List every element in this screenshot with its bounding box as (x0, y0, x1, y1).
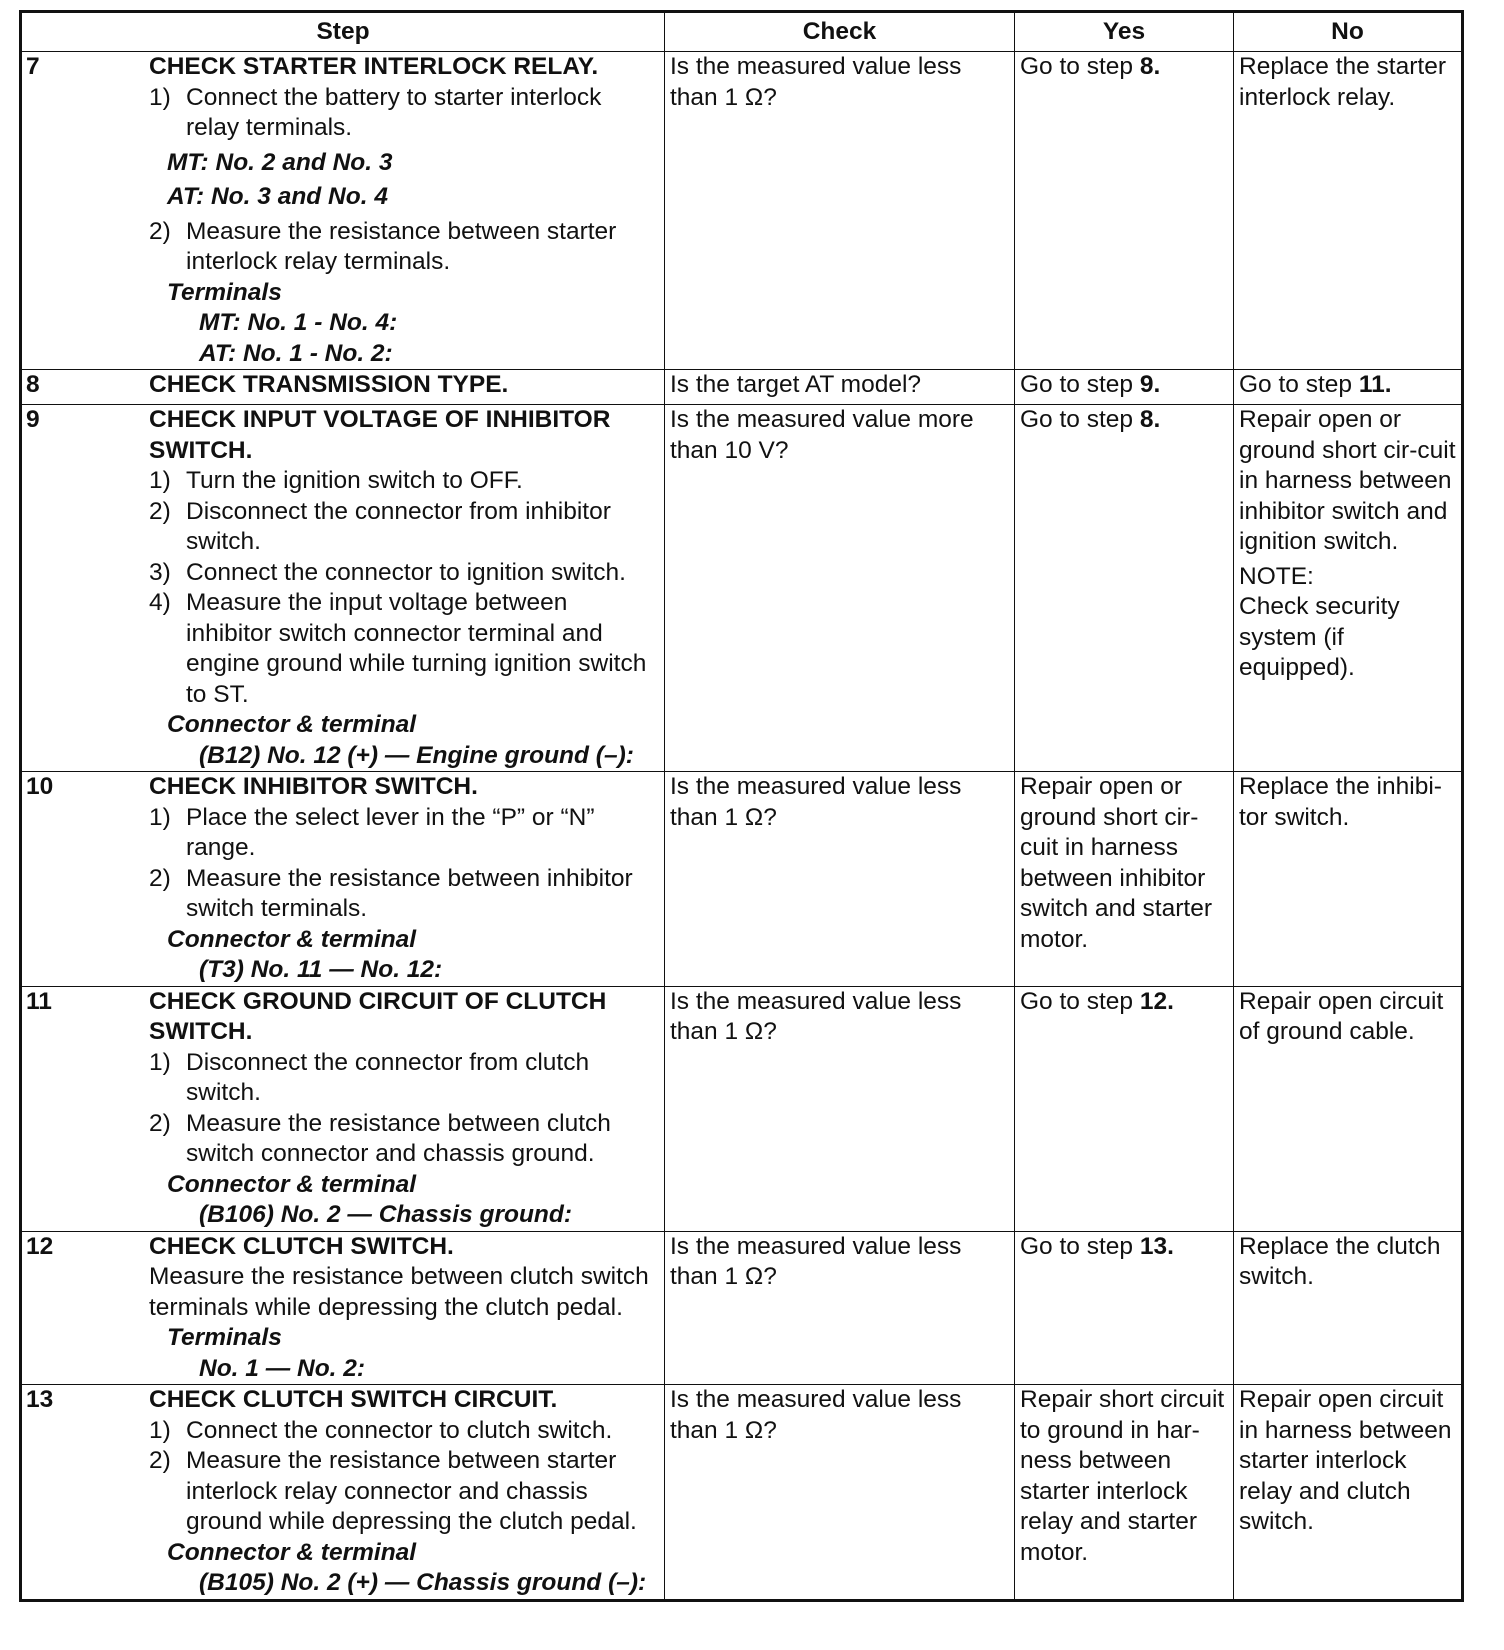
spec-value: No. 1 — No. 2: (199, 1354, 366, 1382)
list-item (149, 466, 659, 497)
step-number: 10 (26, 773, 54, 800)
note-label: NOTE: (1239, 562, 1314, 590)
step-number: 13 (26, 1386, 54, 1413)
yes-cell (1015, 405, 1234, 772)
no-cell: Repair open circuit of ground cable. (1234, 986, 1463, 1231)
table-row (21, 405, 1463, 772)
step-body: Measure the resistance between clutch switch terminals while depressing the clutch pedal. (149, 1263, 649, 1321)
item-number: 1) (149, 83, 171, 111)
item-text: Disconnect the connector from clutch switch. (186, 1048, 590, 1106)
step-title: CHECK CLUTCH SWITCH. (149, 1232, 454, 1260)
spec-label: Connector & terminal (167, 925, 417, 953)
yes-cell (1015, 1231, 1234, 1385)
table-row (21, 370, 1463, 405)
check-cell: Is the measured value less than 1 Ω? (665, 1231, 1015, 1385)
step-cell (21, 772, 665, 987)
step-number: 7 (26, 53, 40, 80)
no-text: Go to step (1239, 371, 1359, 398)
item-number: 1) (149, 1048, 171, 1076)
item-text: Measure the resistance between starter interlock relay terminals. (186, 217, 617, 275)
yes-text: Go to step (1020, 987, 1140, 1015)
step-title: CHECK TRANSMISSION TYPE. (149, 371, 509, 398)
step-cell (21, 370, 665, 405)
check-cell: Is the measured value less than 1 Ω? (665, 52, 1015, 370)
list-item (149, 83, 659, 144)
note-text: Check security system (if equipped). (1239, 593, 1400, 681)
item-number: 1) (149, 467, 171, 494)
no-cell: Replace the starter interlock relay. (1234, 52, 1463, 370)
yes-cell (1015, 986, 1234, 1231)
step-number: 8 (26, 371, 40, 398)
yes-text: Go to step (1020, 406, 1140, 433)
header-row (21, 12, 1463, 52)
spec-label: Connector & terminal (167, 1538, 417, 1566)
item-text: Measure the input voltage between inhibitor switch connector terminal and engine ground while turning ignition switch to ST. (186, 589, 647, 708)
step-cell (21, 1231, 665, 1385)
list-item (149, 558, 659, 589)
item-text: Turn the ignition switch to OFF. (186, 467, 523, 494)
spec-label: Terminals (167, 1324, 282, 1351)
check-cell: Is the measured value less than 1 Ω? (665, 772, 1015, 987)
item-number: 2) (149, 1447, 171, 1474)
step-cell (21, 52, 665, 370)
item-text: Connect the connector to ignition switch. (186, 558, 626, 586)
yes-step: 8. (1139, 406, 1161, 433)
yes-step: 9. (1139, 371, 1161, 398)
header-check: Check (665, 12, 1015, 52)
list-item (149, 803, 659, 864)
header-step: Step (21, 12, 665, 52)
item-number: 2) (149, 217, 171, 245)
yes-text: Go to step (1020, 371, 1140, 398)
no-cell: Replace the inhibi-tor switch. (1234, 772, 1463, 987)
step-number: 12 (26, 1232, 54, 1260)
spec-at: AT: No. 3 and No. 4 (167, 183, 388, 210)
list-item (149, 864, 659, 925)
header-yes: Yes (1015, 12, 1234, 52)
yes-step: 12. (1139, 987, 1174, 1015)
table-row (21, 1385, 1463, 1601)
check-cell: Is the measured value more than 10 V? (665, 405, 1015, 772)
item-text: Measure the resistance between inhibitor switch terminals. (186, 864, 633, 922)
item-text: Connect the connector to clutch switch. (186, 1416, 613, 1444)
spec-value: (B105) No. 2 (+) — Chassis ground (–): (199, 1569, 647, 1596)
step-title: CHECK GROUND CIRCUIT OF CLUTCH SWITCH. (149, 987, 607, 1045)
spec-label: Connector & terminal (167, 1170, 417, 1198)
step-title: CHECK STARTER INTERLOCK RELAY. (149, 53, 599, 80)
yes-cell: Repair open or ground short cir-cuit in harness between inhibitor switch and starter motor. (1015, 772, 1234, 987)
item-text: Connect the battery to starter interlock relay terminals. (186, 83, 602, 141)
yes-cell (1015, 52, 1234, 370)
table-row (21, 986, 1463, 1231)
step-cell (21, 986, 665, 1231)
step-cell (21, 405, 665, 772)
table-row (21, 1231, 1463, 1385)
yes-text: Go to step (1020, 1232, 1140, 1260)
step-number: 11 (26, 987, 52, 1015)
yes-text: Go to step (1020, 53, 1140, 80)
item-number: 3) (149, 558, 171, 586)
list-item (149, 217, 659, 278)
item-number: 4) (149, 589, 171, 616)
header-no: No (1234, 12, 1463, 52)
spec-value: (B106) No. 2 — Chassis ground: (199, 1201, 573, 1228)
spec-value: MT: No. 1 - No. 4: (199, 309, 398, 336)
item-text: Place the select lever in the “P” or “N” range. (186, 803, 595, 861)
spec-value: (T3) No. 11 — No. 12: (199, 956, 443, 983)
list-item (149, 1109, 659, 1170)
check-cell: Is the measured value less than 1 Ω? (665, 1385, 1015, 1601)
spec-value: (B12) No. 12 (+) — Engine ground (–): (199, 741, 634, 769)
item-number: 1) (149, 803, 171, 831)
step-title: CHECK INHIBITOR SWITCH. (149, 773, 478, 800)
check-cell: Is the target AT model? (665, 370, 1015, 405)
list-item (149, 1416, 659, 1447)
table-row (21, 772, 1463, 987)
step-title: CHECK INPUT VOLTAGE OF INHIBITOR SWITCH. (149, 406, 611, 464)
no-text: Repair open or ground short cir-cuit in harness between inhibitor switch and ignition switch. (1239, 406, 1456, 555)
diagnostic-table (19, 10, 1464, 1602)
no-cell (1234, 405, 1463, 772)
step-number: 9 (26, 406, 40, 433)
item-number: 2) (149, 1109, 171, 1137)
step-cell (21, 1385, 665, 1601)
yes-step: 13. (1139, 1232, 1174, 1260)
yes-cell (1015, 370, 1234, 405)
item-text: Disconnect the connector from inhibitor switch. (186, 497, 611, 555)
spec-label: Connector & terminal (167, 711, 417, 738)
no-cell: Replace the clutch switch. (1234, 1231, 1463, 1385)
item-number: 1) (149, 1416, 171, 1444)
list-item (149, 588, 659, 710)
yes-step: 8. (1139, 53, 1161, 80)
spec-mt: MT: No. 2 and No. 3 (167, 148, 393, 176)
step-title: CHECK CLUTCH SWITCH CIRCUIT. (149, 1386, 558, 1413)
item-number: 2) (149, 497, 171, 525)
no-step: 11. (1358, 371, 1392, 398)
spec-label: Terminals (167, 278, 282, 306)
no-cell: Repair open circuit in harness between starter interlock relay and clutch switch. (1234, 1385, 1463, 1601)
list-item (149, 1446, 659, 1538)
no-cell (1234, 370, 1463, 405)
check-cell: Is the measured value less than 1 Ω? (665, 986, 1015, 1231)
table-row (21, 52, 1463, 370)
item-text: Measure the resistance between clutch switch connector and chassis ground. (186, 1109, 611, 1167)
spec-value: AT: No. 1 - No. 2: (199, 339, 393, 367)
yes-cell: Repair short circuit to ground in har-ness between starter interlock relay and starter motor. (1015, 1385, 1234, 1601)
item-number: 2) (149, 864, 171, 892)
list-item (149, 497, 659, 558)
item-text: Measure the resistance between starter interlock relay connector and chassis ground while depressing the clutch pedal. (186, 1447, 637, 1535)
list-item (149, 1048, 659, 1109)
